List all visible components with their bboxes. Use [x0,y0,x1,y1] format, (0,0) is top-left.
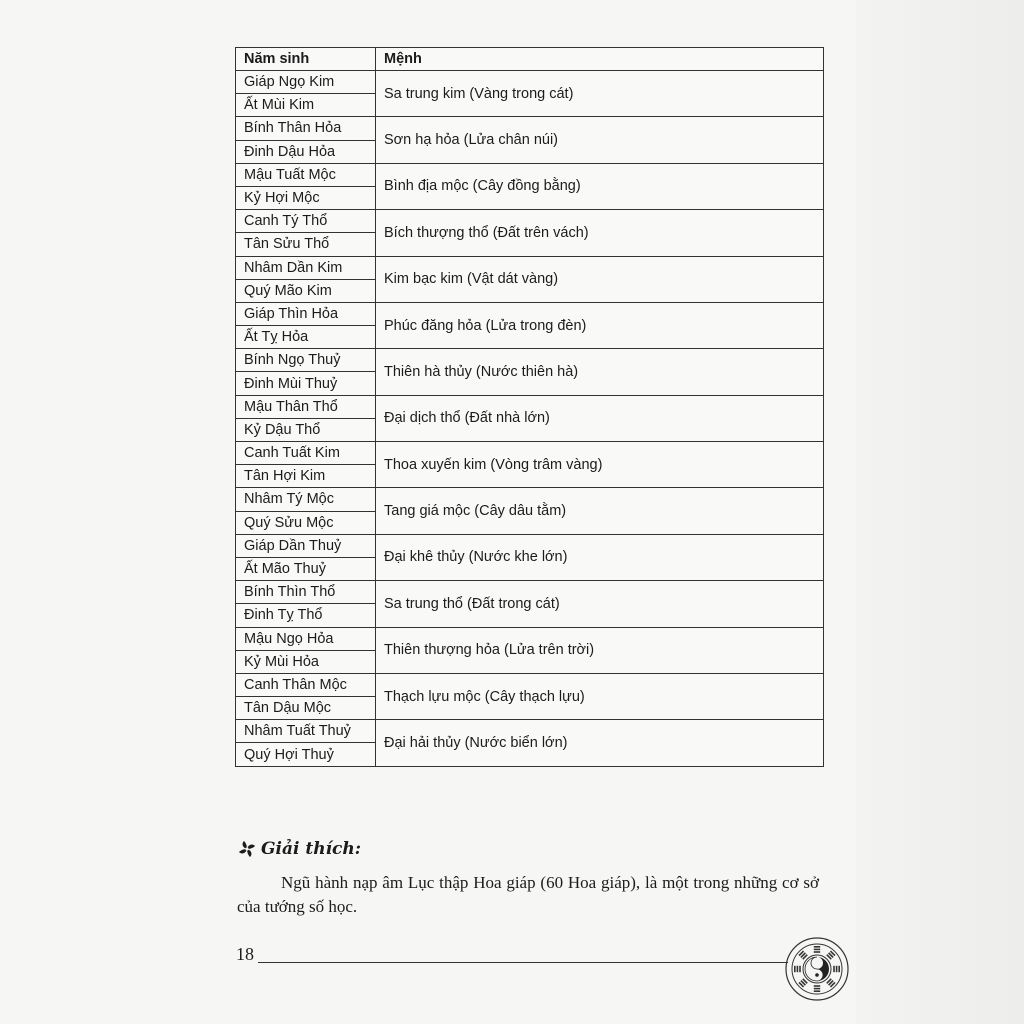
menh-cell: Đại hải thủy (Nước biển lớn) [376,720,824,766]
menh-cell: Thoa xuyến kim (Vòng trâm vàng) [376,442,824,488]
year-cell: Mậu Ngọ Hỏa [236,627,376,650]
menh-cell: Kim bạc kim (Vật dát vàng) [376,256,824,302]
menh-cell: Đại dịch thổ (Đất nhà lớn) [376,395,824,441]
menh-cell: Đại khê thủy (Nước khe lớn) [376,534,824,580]
menh-cell: Sơn hạ hỏa (Lửa chân núi) [376,117,824,163]
note-heading-label: Giải thích: [261,839,362,859]
table-row [236,673,824,696]
year-cell: Bính Thân Hỏa [236,117,376,140]
footer-rule [258,962,788,963]
menh-cell: Bình địa mộc (Cây đồng bằng) [376,163,824,209]
bagua-yin-yang-icon [784,936,850,1002]
year-cell: Nhâm Tuất Thuỷ [236,720,376,743]
year-cell: Canh Tý Thổ [236,210,376,233]
menh-cell: Thiên thượng hỏa (Lửa trên trời) [376,627,824,673]
table-row [236,395,824,418]
table-row [236,349,824,372]
year-cell: Quý Sửu Mộc [236,511,376,534]
year-cell: Ất Mùi Kim [236,94,376,117]
page-number: 18 [236,944,254,964]
table-row [236,488,824,511]
table-row [236,256,824,279]
quatrefoil-ornament-icon [237,839,257,859]
year-cell: Canh Tuất Kim [236,442,376,465]
year-cell: Ất Mão Thuỷ [236,557,376,580]
note-heading [237,837,361,861]
year-cell: Kỷ Dậu Thổ [236,418,376,441]
year-cell: Đinh Dậu Hỏa [236,140,376,163]
menh-cell: Bích thượng thổ (Đất trên vách) [376,210,824,256]
menh-cell: Phúc đăng hỏa (Lửa trong đèn) [376,302,824,348]
menh-cell: Sa trung kim (Vàng trong cát) [376,71,824,117]
menh-cell: Thiên hà thủy (Nước thiên hà) [376,349,824,395]
year-cell: Quý Hợi Thuỷ [236,743,376,766]
year-cell: Tân Dậu Mộc [236,697,376,720]
year-cell: Ất Tỵ Hỏa [236,326,376,349]
table-header-row [236,48,824,71]
table-row [236,210,824,233]
year-cell: Mậu Thân Thổ [236,395,376,418]
table-row [236,627,824,650]
table-row [236,442,824,465]
menh-table [235,47,824,767]
header-menh: Mệnh [376,48,824,71]
note-paragraph: Ngũ hành nạp âm Lục thập Hoa giáp (60 Hoa giáp), là một trong những cơ sở của tướng số học. [237,873,819,916]
year-cell: Tân Sửu Thổ [236,233,376,256]
menh-cell: Tang giá mộc (Cây dâu tằm) [376,488,824,534]
header-nam-sinh: Năm sinh [236,48,376,71]
year-cell: Mậu Tuất Mộc [236,163,376,186]
table-row [236,534,824,557]
year-cell: Canh Thân Mộc [236,673,376,696]
year-cell: Nhâm Tý Mộc [236,488,376,511]
year-cell: Quý Mão Kim [236,279,376,302]
year-cell: Giáp Ngọ Kim [236,71,376,94]
menh-cell: Sa trung thổ (Đất trong cát) [376,581,824,627]
year-cell: Nhâm Dần Kim [236,256,376,279]
menh-cell: Thạch lựu mộc (Cây thạch lựu) [376,673,824,719]
table-row [236,71,824,94]
year-cell: Kỷ Hợi Mộc [236,186,376,209]
year-cell: Giáp Dần Thuỷ [236,534,376,557]
table-body [236,71,824,767]
year-cell: Bính Ngọ Thuỷ [236,349,376,372]
table-row [236,117,824,140]
table-row [236,163,824,186]
year-cell: Tân Hợi Kim [236,465,376,488]
year-cell: Bính Thìn Thổ [236,581,376,604]
table-row [236,302,824,325]
year-cell: Giáp Thìn Hỏa [236,302,376,325]
table-row [236,581,824,604]
year-cell: Đinh Mùi Thuỷ [236,372,376,395]
year-cell: Đinh Tỵ Thổ [236,604,376,627]
page-margin [856,0,1024,1024]
year-cell: Kỷ Mùi Hỏa [236,650,376,673]
table-row [236,720,824,743]
